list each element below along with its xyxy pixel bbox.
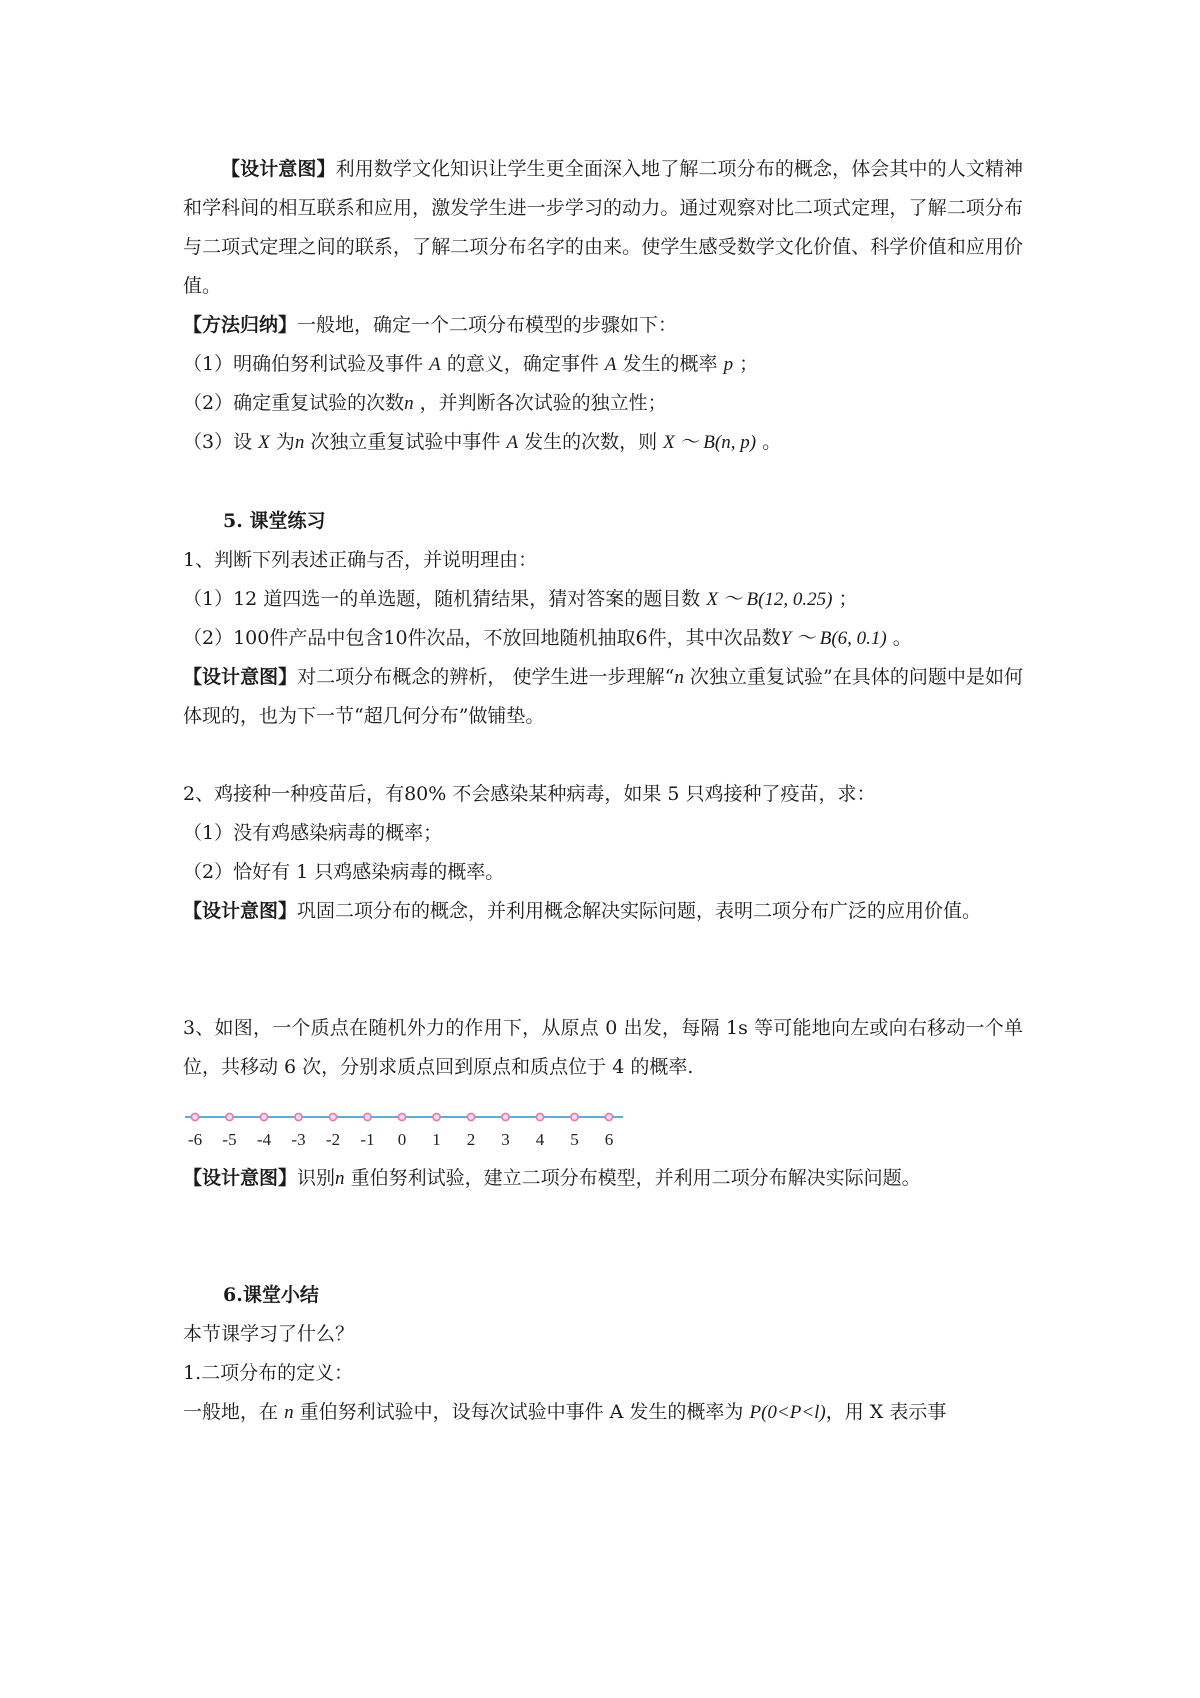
definition-part: 一般地，在 <box>183 1401 279 1423</box>
number-line-label: -5 <box>222 1130 237 1149</box>
number-line-label: 6 <box>604 1130 614 1149</box>
step-text: 发生的概率 <box>622 353 718 375</box>
design-intent-paragraph-1 <box>183 150 1023 306</box>
definition-text <box>183 1393 1023 1432</box>
math-symbol: X <box>258 432 270 453</box>
design-intent-text: 重伯努利试验，建立二项分布模型，并利用二项分布解决实际问题。 <box>350 1167 921 1189</box>
number-line-label: 0 <box>397 1130 407 1149</box>
number-line-point <box>502 1113 509 1120</box>
math-symbol: n <box>294 432 305 453</box>
section-6-title: 6.课堂小结 <box>223 1284 319 1306</box>
method-text: 一般地，确定一个二项分布模型的步骤如下： <box>297 314 678 336</box>
design-intent-paragraph-4 <box>183 1159 1023 1198</box>
step-text: ，并判断各次试验的独立性； <box>419 392 667 414</box>
step-number: （3） <box>183 431 234 453</box>
design-intent-text: 利用数学文化知识让学生更全面深入地了解二项分布的概念，体会其中的人文精神和学科间的相互联系和应用，激发学生进一步学习的动力。通过观察对比二项式定理，了解二项分布与二项式定理之间的联系，了解二项分布名字的由来。使学生感受数学文化价值、科学价值和应用价值。 <box>183 158 1023 297</box>
definition-part: 重伯努利试验中，设每次试验中事件 A 发生的概率为 <box>299 1401 744 1423</box>
design-intent-label: 【设计意图】 <box>183 1167 298 1189</box>
method-step-1 <box>183 345 1023 384</box>
design-intent-paragraph-3 <box>183 892 1023 931</box>
math-formula: X ～ B(n, p) <box>663 432 757 453</box>
definition-title: 1.二项分布的定义： <box>183 1362 354 1384</box>
design-intent-text: 次独立重复试验”在具体的问题中是如何体现的，也为下一节“超几何分布”做铺垫。 <box>183 666 1023 727</box>
question-1-intro: 1、判断下列表述正确与否，并说明理由： <box>183 549 538 571</box>
number-line-figure <box>183 1103 643 1159</box>
number-line-label: 5 <box>570 1130 579 1149</box>
question-2-item-2: （2）恰好有 1 只鸡感染病毒的概率。 <box>183 861 505 883</box>
method-summary-heading <box>183 306 1023 345</box>
question-1-item-2 <box>183 619 1023 658</box>
spacer <box>183 1198 1023 1276</box>
math-formula: P(0<P<l) <box>749 1402 826 1423</box>
number-line-label: -3 <box>291 1130 306 1149</box>
math-symbol: A <box>604 354 617 375</box>
number-line-label: -2 <box>325 1130 341 1149</box>
number-line-point <box>226 1113 233 1120</box>
math-symbol: p <box>723 354 734 375</box>
step-text: 确定重复试验的次数 <box>233 392 405 414</box>
math-symbol: n <box>284 1402 294 1423</box>
method-step-2 <box>183 384 1023 423</box>
question-1-item-1 <box>183 580 1023 619</box>
item-text: ； <box>838 588 858 610</box>
number-line-point <box>329 1113 336 1120</box>
question-2-intro: 2、鸡接种一种疫苗后，有80% 不会感染某种病毒，如果 5 只鸡接种了疫苗，求： <box>183 783 876 805</box>
number-line-label: -6 <box>187 1130 203 1149</box>
design-intent-text: 巩固二项分布的概念，并利用概念解决实际问题，表明二项分布广泛的应用价值。 <box>297 900 982 922</box>
step-text: 的意义，确定事件 <box>446 353 599 375</box>
number-line-label: 4 <box>535 1130 545 1149</box>
step-number: （1） <box>183 353 234 375</box>
number-line-point <box>433 1113 440 1120</box>
number-line-label: -4 <box>256 1130 272 1149</box>
item-text: 。 <box>892 627 912 649</box>
number-line-label: -1 <box>360 1130 375 1149</box>
math-symbol: n <box>335 1168 345 1189</box>
question-2-item-1: （1）没有鸡感染病毒的概率； <box>183 822 443 844</box>
design-intent-text: 对二项分布概念的辨析， 使学生进一步理解“ <box>297 666 675 688</box>
number-line-point <box>398 1113 405 1120</box>
method-step-3 <box>183 423 1023 462</box>
design-intent-label: 【设计意图】 <box>221 158 336 180</box>
design-intent-label: 【设计意图】 <box>183 900 298 922</box>
math-formula: X ～ B(12, 0.25) <box>706 589 833 610</box>
number-line-point <box>467 1113 474 1120</box>
number-line-label: 3 <box>501 1130 510 1149</box>
math-symbol: n <box>404 393 414 414</box>
math-symbol: n <box>674 667 684 688</box>
spacer <box>183 931 1023 1009</box>
step-number: （2） <box>183 392 234 414</box>
step-text: 。 <box>762 431 782 453</box>
number-line-label: 1 <box>432 1130 441 1149</box>
question-3-text: 3、如图，一个质点在随机外力的作用下，从原点 0 出发，每隔 1s 等可能地向左或向右移动一个单位，共移动 6 次，分别求质点回到原点和质点位于 4 的概率. <box>183 1017 1023 1078</box>
item-number: （2） <box>183 627 234 649</box>
number-line-point <box>260 1113 267 1120</box>
document-page <box>183 150 1023 1432</box>
design-intent-text: 识别 <box>297 1167 336 1189</box>
number-line-point <box>191 1113 198 1120</box>
item-text: 100件产品中包含10件次品，不放回地随机抽取6件，其中次品数 <box>233 627 781 649</box>
item-number: （1） <box>183 588 234 610</box>
item-text: 12 道四选一的单选题，随机猜结果，猜对答案的题目数 <box>233 588 701 610</box>
math-symbol: A <box>429 354 441 375</box>
number-line-point <box>295 1113 302 1120</box>
design-intent-label: 【设计意图】 <box>183 666 298 688</box>
number-line-point <box>605 1113 612 1120</box>
definition-part: ，用 X 表示事 <box>825 1401 947 1423</box>
step-text: 设 <box>233 431 253 453</box>
spacer <box>183 462 1023 502</box>
step-text: 明确伯努利试验及事件 <box>233 353 424 375</box>
section-5-title: 5. 课堂练习 <box>223 510 326 532</box>
number-line-point <box>536 1113 543 1120</box>
step-text: 为 <box>275 431 295 453</box>
method-label: 【方法归纳】 <box>183 314 298 336</box>
math-formula: Y ～ B(6, 0.1) <box>780 628 887 649</box>
number-line-point <box>364 1113 371 1120</box>
number-line-label: 2 <box>466 1130 476 1149</box>
number-line-point <box>571 1113 578 1120</box>
step-text: 次独立重复试验中事件 <box>310 431 501 453</box>
design-intent-paragraph-2 <box>183 658 1023 736</box>
step-text: 发生的次数，则 <box>524 431 658 453</box>
spacer <box>183 736 1023 775</box>
math-symbol: A <box>506 432 519 453</box>
step-text: ； <box>739 353 759 375</box>
summary-question: 本节课学习了什么？ <box>183 1323 355 1345</box>
